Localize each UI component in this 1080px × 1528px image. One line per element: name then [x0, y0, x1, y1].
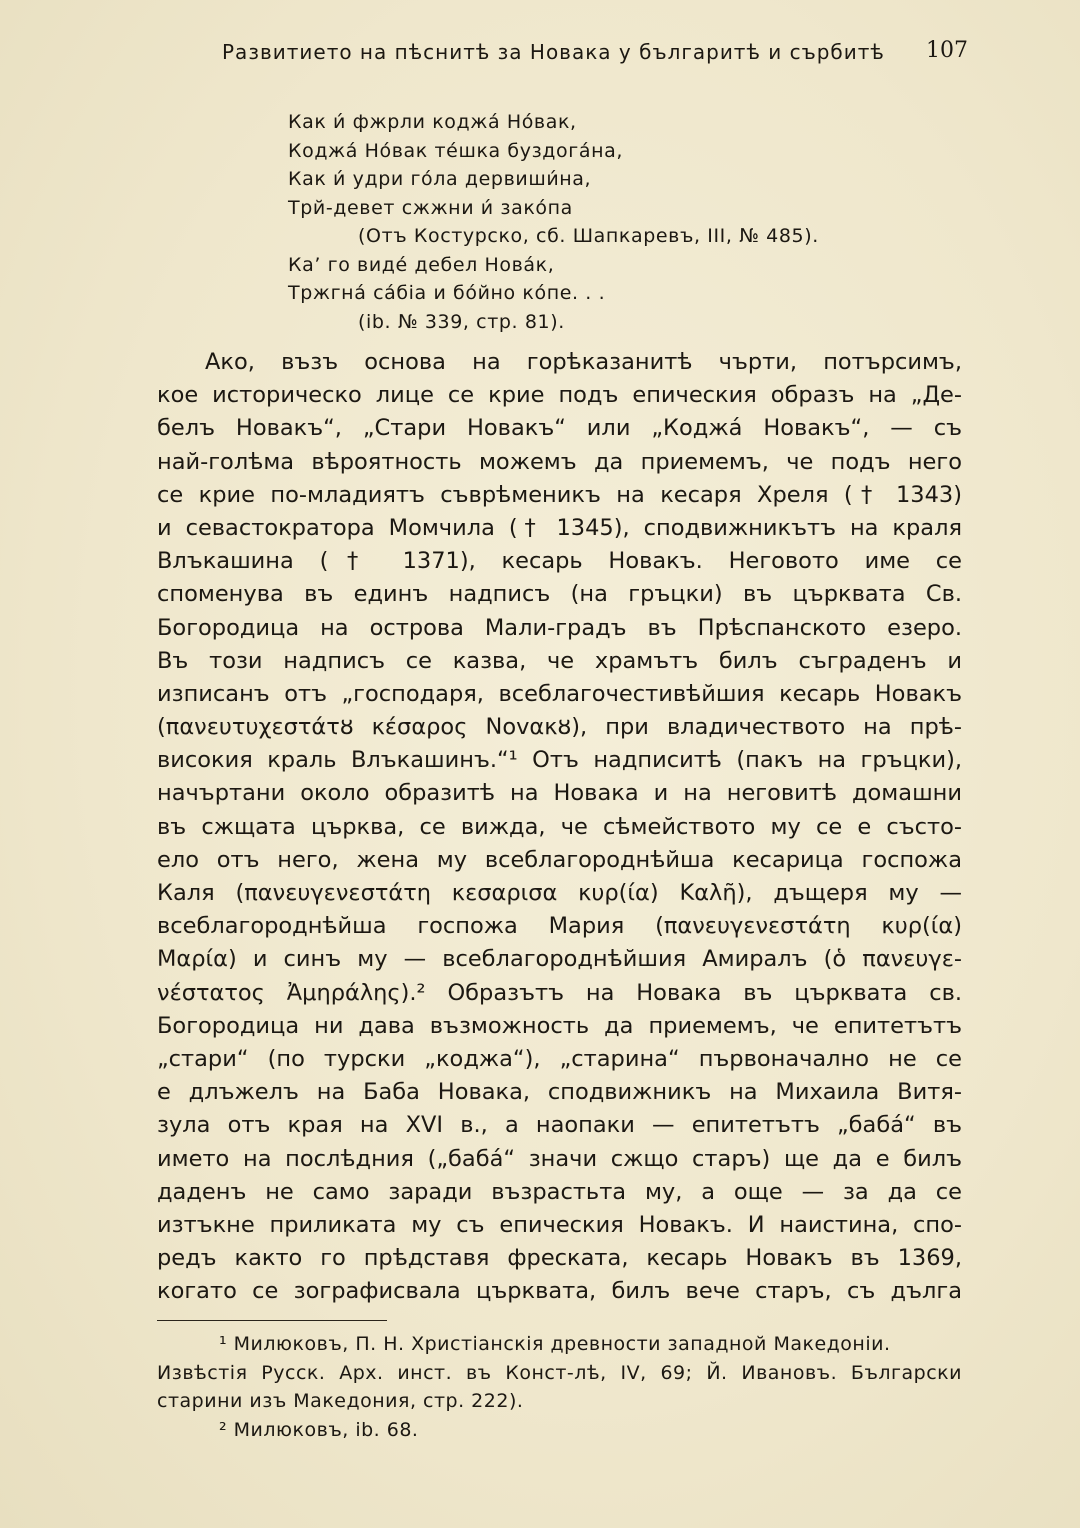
verse-line: Коджа́ Но́вак те́шка буздога́на,	[288, 139, 623, 162]
footnote-1-continued: Извѣстія Русск. Арх. инст. въ Конст-лѣ, IV, 69; Й. Ивановъ. Български	[157, 1361, 962, 1384]
body-line: кое историческо лице се крие подъ епическия образъ на „Де-	[157, 382, 962, 409]
footnote-1-continued: старини изъ Македония, стр. 222).	[157, 1390, 524, 1412]
body-line: Богородица ни дава възможность да приемемъ, че епитетътъ	[157, 1012, 962, 1039]
body-line: редъ както го прѣдставя фреската, кесарь Новакъ въ 1369,	[157, 1245, 962, 1272]
body-line: (πανευτυχεστάτȣ κέσαρος Νοvακȣ), при владичеството на прѣ-	[157, 714, 962, 741]
body-line: изписанъ отъ „господаря, всеблагочестивѣйшия кесарь Новакъ	[157, 680, 962, 707]
body-line: даденъ не само заради възрастьта му, а още — за да се	[157, 1178, 962, 1205]
body-line: νέστατος Ἀμηράλης).² Образътъ на Новака въ църквата св.	[157, 979, 962, 1006]
page-number: 107	[926, 38, 968, 63]
body-line: Въ този надписъ се казва, че храмътъ билъ съграденъ и	[157, 647, 962, 674]
footnote-1: ¹ Милюковъ, П. Н. Христіанскія древности западной Македоніи.	[219, 1333, 891, 1355]
body-line: въ сжщата църква, се вижда, че сѣмейството му се е състо-	[157, 813, 962, 840]
body-line: белъ Новакъ“, „Стари Новакъ“ или „Коджа́ Новакъ“, — съ	[157, 415, 962, 442]
verse-line: Как и́ удри го́ла дервиши́на,	[288, 168, 592, 190]
body-line: всеблагороднѣйша госпожа Мария (πανευγενεστάτη κυρ(ία)	[157, 913, 962, 940]
verse-quotation	[288, 108, 819, 336]
body-line: Μαρία) и синъ му — всеблагороднѣйшия Амиралъ (ὁ πανευγε-	[157, 946, 962, 973]
verse-line: Ка’ го виде́ дебел Нова́к,	[288, 253, 555, 276]
body-line: се крие по-младиятъ съврѣменикъ на кесаря Хреля († 1343)	[157, 481, 962, 508]
verse-source-citation: (Отъ Костурско, сб. Шапкаревъ, III, № 485).	[358, 225, 819, 247]
body-line: Богородица на острова Мали-градъ въ Прѣспанското езеро.	[157, 614, 962, 641]
footnote-divider	[157, 1320, 387, 1321]
body-line: начъртани около образитѣ на Новака и на неговитѣ домашни	[157, 780, 962, 807]
body-line: името на послѣдния („баба́“ значи сжщо старъ) ще да е билъ	[157, 1145, 962, 1172]
body-line: и севастократора Момчила († 1345), сподвижникътъ на краля	[157, 514, 962, 541]
body-line: ело отъ него, жена му всеблагороднѣйша кесарица госпожа	[157, 846, 962, 873]
body-line: зула отъ края на XVI в., а наопаки — епитетътъ „баба́“ въ	[157, 1112, 962, 1139]
verse-line: Трй-девет сжжни и́ зако́па	[288, 196, 573, 219]
verse-line: Как и́ фжрли коджа́ Но́вак,	[288, 111, 577, 133]
body-line: Влъкашина († 1371), кесарь Новакъ. Неговото име се	[157, 548, 962, 575]
body-line: „стари“ (по турски „коджа“), „старина“ първоначално не се	[157, 1045, 962, 1072]
body-line: споменува въ единъ надписъ (на гръцки) въ църквата Св.	[157, 581, 962, 608]
running-header-title: Развитието на пѣснитѣ за Новака у българитѣ и сърбитѣ	[222, 40, 885, 64]
body-line: Каля (πανευγενεστάτη κεσαρισα κυρ(ία) Καλῆ), дъщеря му —	[157, 880, 962, 906]
verse-line: Тржгна́ са́біа и бо́йно ко́пе. . .	[288, 282, 606, 304]
body-paragraph	[157, 346, 962, 1308]
footnote-2: ² Милюковъ, ib. 68.	[219, 1418, 419, 1441]
body-line: когато се зографисвала църквата, билъ вече старъ, съ дълга	[157, 1278, 962, 1305]
verse-source-citation: (ib. № 339, стр. 81).	[358, 310, 565, 333]
body-line: е длъжелъ на Баба Новака, сподвижникъ на Михаила Витя-	[157, 1079, 962, 1106]
body-line: изтъкне приликата му съ епическия Новакъ. И наистина, спо-	[157, 1211, 962, 1238]
body-line: Ако, възъ основа на горѣказанитѣ чърти, потърсимъ,	[205, 349, 962, 375]
body-line: най-голѣма вѣроятность можемъ да приемемъ, че подъ него	[157, 448, 962, 475]
footnotes	[157, 1330, 962, 1444]
running-header	[222, 40, 968, 70]
body-line: високия краль Влъкашинъ.“¹ Отъ надписитѣ (пакъ на гръцки),	[157, 747, 962, 774]
